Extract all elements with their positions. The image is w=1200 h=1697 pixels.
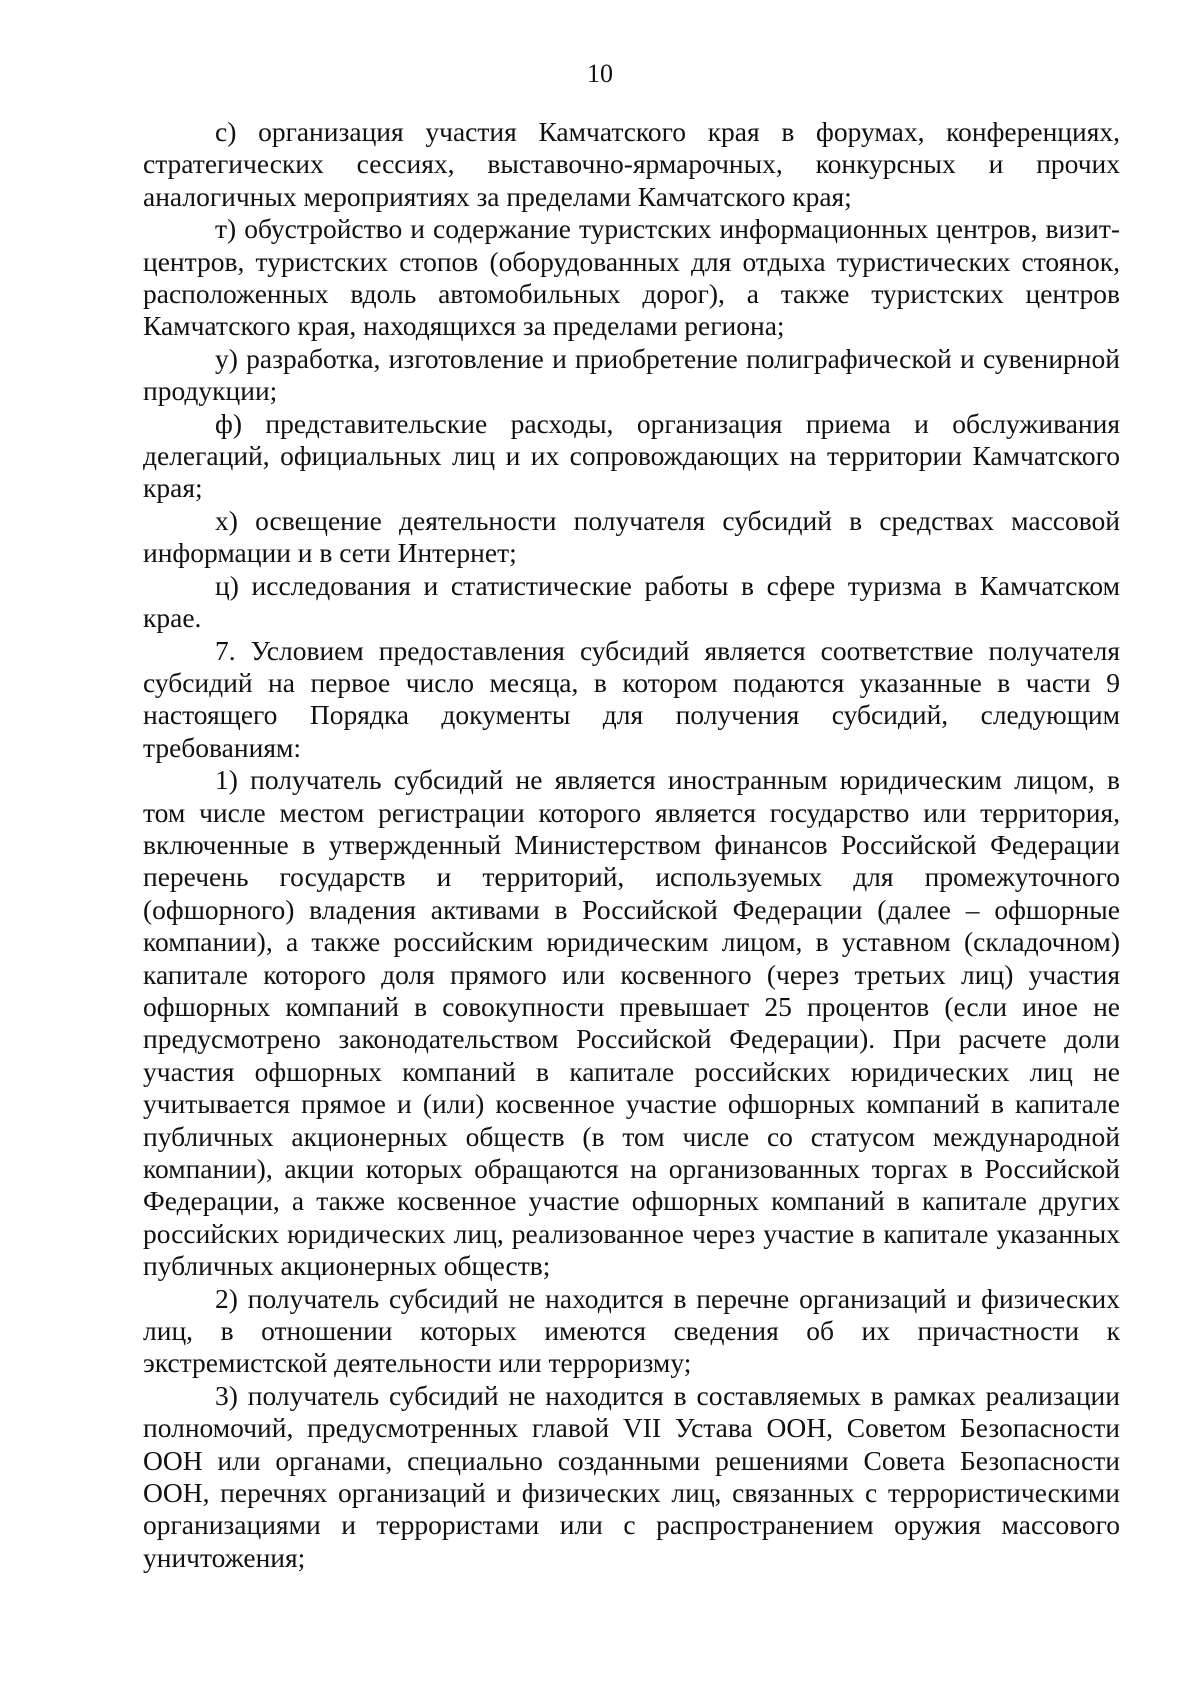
paragraph-item-ts: ц) исследования и статистические работы в сфере туризма в Камчатском крае. (143, 569, 1120, 634)
paragraph-item-kh: х) освещение деятельности получателя субсидий в средствах массовой информации и в сети Интернет; (143, 504, 1120, 569)
paragraph-requirement-2: 2) получатель субсидий не находится в перечне организаций и физических лиц, в отношении которых имеются сведения об их причастности к экстремистской деятельности или терроризму; (143, 1282, 1120, 1379)
paragraph-requirement-1: 1) получатель субсидий не является иностранным юридическим лицом, в том числе местом регистрации которого является государство или территория, включенные в утвержденный Министерством финансов Российской Федерации перечень государств и территорий, используемых для промежуточного (офшорного) владения активами в Российской Федерации (далее – офшорные компании), а также российским юридическим лицом, в уставном (складочном) капитале которого доля прямого или косвенного (через третьих лиц) участия офшорных компаний в совокупности превышает 25 процентов (если иное не предусмотрено законодательством Российской Федерации). При расчете доли участия офшорных компаний в капитале российских юридических лиц не учитывается прямое и (или) косвенное участие офшорных компаний в капитале публичных акционерных обществ (в том числе со статусом международной компании), акции которых обращаются на организованных торгах в Российской Федерации, а также косвенное участие офшорных компаний в капитале других российских юридических лиц, реализованное через участие в капитале указанных публичных акционерных обществ; (143, 764, 1120, 1282)
paragraph-item-s: с) организация участия Камчатского края в форумах, конференциях, стратегических сессиях, выставочно-ярмарочных, конкурсных и прочих аналогичных мероприятиях за пределами Камчатского края; (143, 116, 1120, 212)
paragraph-item-t: т) обустройство и содержание туристских информационных центров, визит-центров, туристских стопов (оборудованных для отдыха туристических стоянок, расположенных вдоль автомобильных дорог), а также туристских центров Камчатского края, находящихся за пределами региона; (143, 213, 1120, 342)
paragraph-requirement-3: 3) получатель субсидий не находится в составляемых в рамках реализации полномочий, предусмотренных главой VII Устава ООН, Советом Безопасности ООН или органами, специально созданными решениями Совета Безопасности ООН, перечнях организаций и физических лиц, связанных с террористическими организациями и террористами или с распространением оружия массового уничтожения; (143, 1379, 1120, 1573)
document-body (143, 116, 1120, 1574)
paragraph-section-7: 7. Условием предоставления субсидий является соответствие получателя субсидий на первое число месяца, в котором подаются указанные в части 9 настоящего Порядка документы для получения субсидий, следующим требованиям: (143, 634, 1120, 763)
page-number: 10 (587, 59, 613, 88)
paragraph-item-u: у) разработка, изготовление и приобретение полиграфической и сувенирной продукции; (143, 342, 1120, 407)
paragraph-item-f: ф) представительские расходы, организация приема и обслуживания делегаций, официальных лиц и их сопровождающих на территории Камчатского края; (143, 407, 1120, 504)
